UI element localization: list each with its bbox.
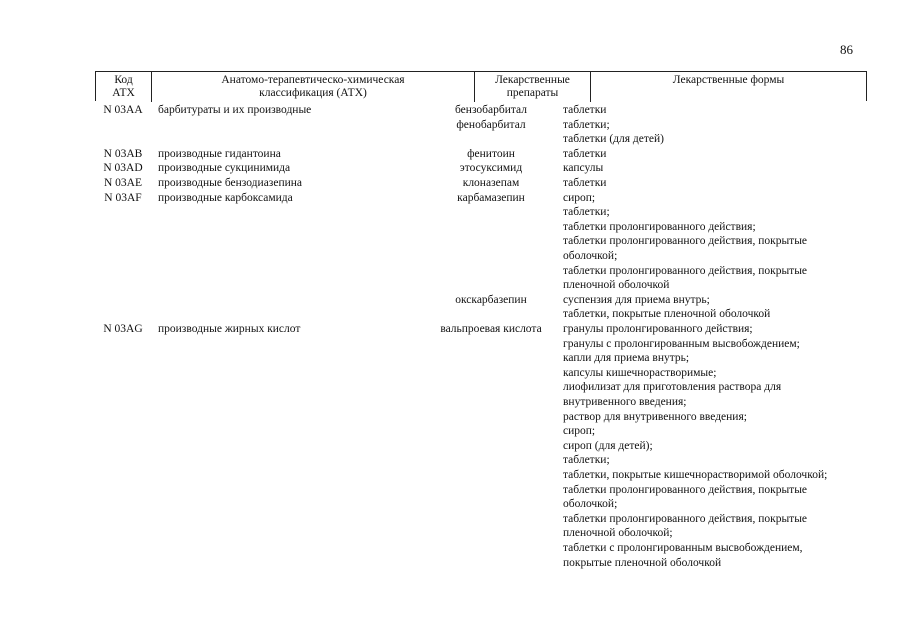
dosage-form-line: таблетки пролонгированного действия, покрытые bbox=[563, 512, 808, 525]
dosage-form-line: пленочной оболочкой bbox=[563, 279, 670, 292]
dosage-form-line: гранулы пролонгированного действия; bbox=[563, 323, 753, 335]
dosage-form-line: таблетки (для детей) bbox=[563, 133, 664, 146]
dosage-form-line: таблетки пролонгированного действия; bbox=[563, 220, 756, 233]
dosage-form-line: сироп; bbox=[563, 191, 596, 204]
dosage-forms bbox=[563, 322, 867, 570]
dosage-form-line: таблетки bbox=[563, 147, 607, 160]
dosage-form-line: оболочкой; bbox=[563, 498, 618, 511]
header-classification-line: Анатомо-терапевтическо-химическая bbox=[221, 74, 405, 86]
dosage-forms bbox=[563, 191, 867, 293]
dosage-form-line: таблетки bbox=[563, 104, 607, 116]
dosage-form-line: покрытые пленочной оболочкой bbox=[563, 556, 722, 569]
dosage-form-line: раствор для внутривенного введения; bbox=[563, 410, 747, 423]
dosage-form-line: таблетки; bbox=[563, 454, 610, 467]
atc-code: N 03AB bbox=[103, 147, 143, 160]
drug-name: окскарбазепин bbox=[455, 293, 527, 306]
dosage-form-line: таблетки; bbox=[563, 118, 610, 131]
dosage-form-line: капли для приема внутрь; bbox=[563, 352, 690, 365]
atc-code: N 03AG bbox=[103, 323, 143, 335]
header-forms-line: Лекарственные формы bbox=[672, 74, 785, 86]
dosage-form-line: лиофилизат для приготовления раствора для bbox=[563, 381, 782, 394]
drug-name: карбамазепин bbox=[457, 191, 525, 204]
page-number: 86 bbox=[840, 42, 853, 57]
dosage-form-line: гранулы с пролонгированным высвобождением; bbox=[563, 337, 800, 350]
atc-classification: производные бензодиазепина bbox=[158, 177, 303, 189]
drug-name: бензобарбитал bbox=[454, 104, 527, 116]
dosage-form-line: суспензия для приема внутрь; bbox=[563, 293, 710, 306]
atc-code: N 03AD bbox=[103, 162, 143, 175]
dosage-forms bbox=[563, 118, 867, 147]
header-code bbox=[96, 72, 152, 102]
header-classification-line: классификация (АТХ) bbox=[259, 87, 367, 99]
header-drugs-line: препараты bbox=[506, 87, 559, 99]
drug-name: фенобарбитал bbox=[456, 118, 526, 131]
header-code-line: АТХ bbox=[112, 87, 135, 99]
atc-classification: производные карбоксамида bbox=[158, 191, 293, 204]
table-header bbox=[95, 71, 867, 101]
dosage-forms bbox=[563, 103, 867, 118]
dosage-form-line: сироп; bbox=[563, 425, 596, 438]
drug-name: вальпроевая кислота bbox=[440, 323, 542, 335]
header-forms bbox=[591, 72, 866, 102]
dosage-form-line: таблетки, покрытые кишечнорастворимой оболочкой; bbox=[563, 468, 828, 481]
dosage-form-line: капсулы bbox=[563, 162, 604, 175]
atc-classification: барбитураты и их производные bbox=[158, 104, 312, 116]
atc-code: N 03AA bbox=[103, 104, 143, 116]
dosage-form-line: пленочной оболочкой; bbox=[563, 527, 673, 540]
header-code-line: Код bbox=[114, 74, 133, 86]
atc-code: N 03AE bbox=[103, 177, 142, 189]
atc-classification: производные сукцинимида bbox=[158, 162, 291, 175]
dosage-form-line: капсулы кишечнорастворимые; bbox=[563, 366, 717, 379]
dosage-form-line: внутривенного введения; bbox=[563, 395, 687, 408]
dosage-form-line: таблетки пролонгированного действия, покрытые bbox=[563, 235, 808, 248]
atc-code: N 03AF bbox=[104, 191, 142, 204]
atc-classification: производные жирных кислот bbox=[158, 323, 301, 335]
dosage-form-line: оболочкой; bbox=[563, 249, 618, 262]
drug-name: фенитоин bbox=[467, 147, 515, 160]
dosage-forms bbox=[563, 161, 867, 176]
drug-name: этосуксимид bbox=[459, 162, 523, 175]
header-drugs bbox=[475, 72, 591, 102]
dosage-forms bbox=[563, 176, 867, 191]
dosage-form-line: таблетки пролонгированного действия, покрытые bbox=[563, 264, 808, 277]
dosage-form-line: таблетки; bbox=[563, 206, 610, 219]
header-drugs-line: Лекарственные bbox=[495, 74, 570, 86]
dosage-form-line: таблетки с пролонгированным высвобождением, bbox=[563, 541, 803, 554]
dosage-form-line: таблетки пролонгированного действия, покрытые bbox=[563, 483, 808, 496]
dosage-form-line: таблетки bbox=[563, 177, 607, 189]
dosage-form-line: таблетки, покрытые пленочной оболочкой bbox=[563, 308, 771, 321]
dosage-forms bbox=[563, 293, 867, 322]
atc-classification: производные гидантоина bbox=[158, 147, 281, 160]
dosage-form-line: сироп (для детей); bbox=[563, 439, 653, 452]
dosage-forms bbox=[563, 147, 867, 162]
drug-name: клоназепам bbox=[462, 177, 520, 189]
header-classification bbox=[152, 72, 475, 102]
